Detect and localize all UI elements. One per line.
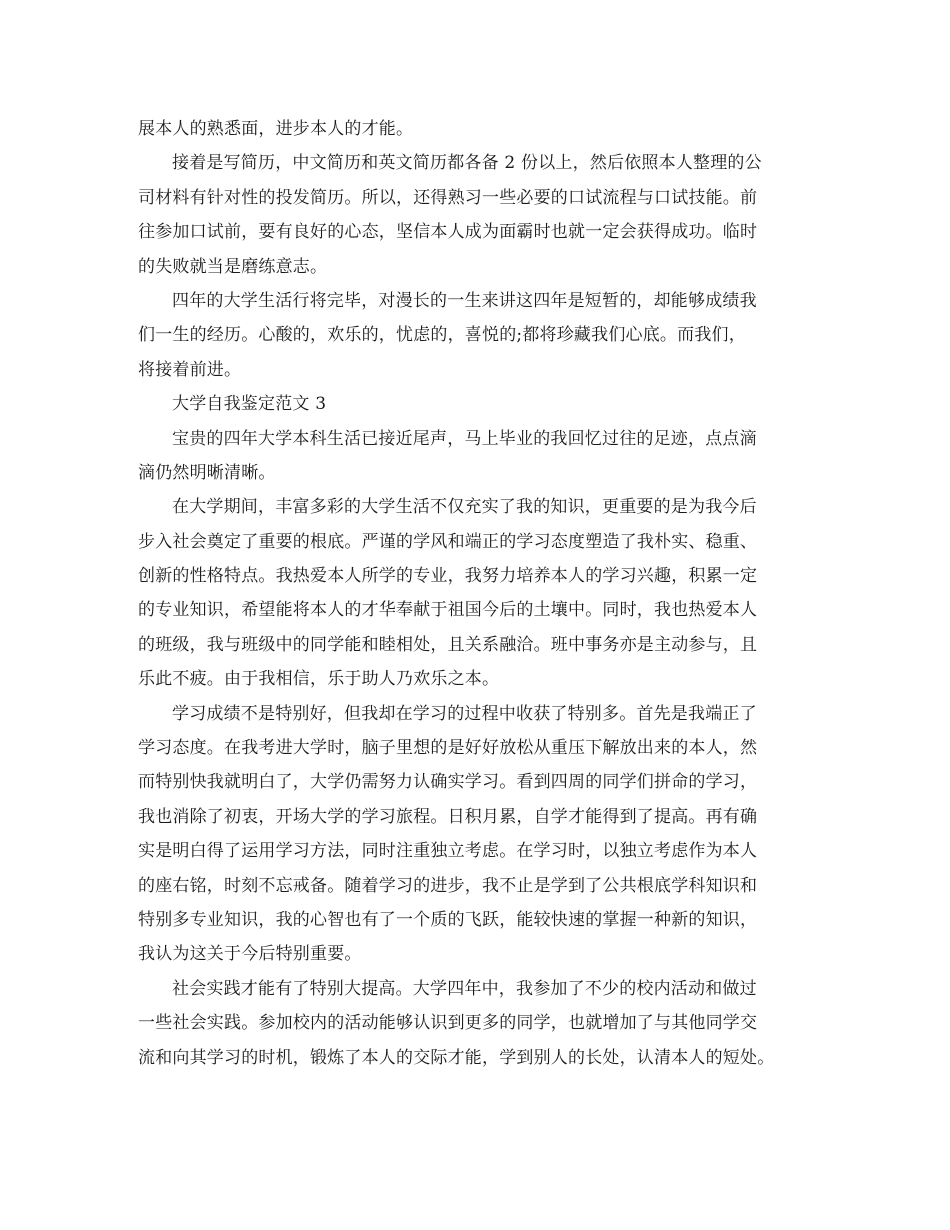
text-line: 步入社会奠定了重要的根底。严谨的学风和端正的学习态度塑造了我朴实、稳重、 — [138, 531, 758, 552]
text-line: 宝贵的四年大学本科生活已接近尾声，马上毕业的我回忆过往的足迹，点点滴 — [172, 428, 757, 449]
text-line: 的专业知识，希望能将本人的才华奉献于祖国今后的土壤中。同时，我也热爱本人 — [138, 600, 758, 621]
text-line: 学习成绩不是特别好，但我却在学习的过程中收获了特别多。首先是我端正了 — [172, 703, 757, 724]
text-line: 乐此不疲。由于我相信，乐于助人乃欢乐之本。 — [138, 669, 500, 690]
text-line: 创新的性格特点。我热爱本人所学的专业，我努力培养本人的学习兴趣，积累一定 — [138, 566, 758, 587]
text-line: 流和向其学习的时机，锻炼了本人的交际才能，学到别人的长处，认清本人的短处。 — [138, 1047, 775, 1068]
text-line: 我也消除了初衷，开场大学的学习旅程。日积月累，自学才能得到了提高。再有确 — [138, 806, 758, 827]
text-line: 司材料有针对性的投发简历。所以，还得熟习一些必要的口试流程与口试技能。前 — [138, 187, 758, 208]
body-text — [138, 112, 828, 1075]
text-line: 接着是写简历，中文简历和英文简历都各备 2 份以上，然后依照本人整理的公 — [172, 153, 762, 174]
text-line: 展本人的熟悉面，进步本人的才能。 — [138, 119, 414, 139]
text-line: 社会实践才能有了特别大提高。大学四年中，我参加了不少的校内活动和做过 — [172, 978, 757, 999]
text-line: 特别多专业知识，我的心智也有了一个质的飞跃，能较快速的掌握一种新的知识， — [138, 909, 758, 930]
text-line: 一些社会实践。参加校内的活动能够认识到更多的同学，也就增加了与其他同学交 — [138, 1013, 758, 1034]
text-line: 四年的大学生活行将完毕，对漫长的一生来讲这四年是短暂的，却能够成绩我 — [172, 290, 757, 311]
text-line: 滴仍然明晰清晰。 — [138, 462, 276, 483]
text-line: 的失败就当是磨练意志。 — [138, 256, 328, 277]
text-line: 大学自我鉴定范文 3 — [172, 394, 327, 415]
text-line: 往参加口试前，要有良好的心态，坚信本人成为面霸时也就一定会获得成功。临时 — [138, 222, 758, 243]
text-line: 实是明白得了运用学习方法，同时注重独立考虑。在学习时，以独立考虑作为本人 — [138, 841, 758, 862]
text-line: 学习态度。在我考进大学时，脑子里想的是好好放松从重压下解放出来的本人，然 — [138, 738, 758, 759]
text-line: 在大学期间，丰富多彩的大学生活不仅充实了我的知识，更重要的是为我今后 — [172, 497, 757, 518]
text-line: 的座右铭，时刻不忘戒备。随着学习的进步，我不止是学到了公共根底学科知识和 — [138, 875, 758, 896]
text-line: 的班级，我与班级中的同学能和睦相处，且关系融洽。班中事务亦是主动参与，且 — [138, 634, 758, 655]
text-line: 将接着前进。 — [138, 359, 242, 380]
text-line: 们一生的经历。心酸的，欢乐的，忧虑的，喜悦的;都将珍藏我们心底。而我们， — [138, 325, 746, 346]
text-line: 而特别快我就明白了，大学仍需努力认确实学习。看到四周的同学们拼命的学习， — [138, 772, 758, 793]
text-line: 我认为这关于今后特别重要。 — [138, 944, 362, 965]
